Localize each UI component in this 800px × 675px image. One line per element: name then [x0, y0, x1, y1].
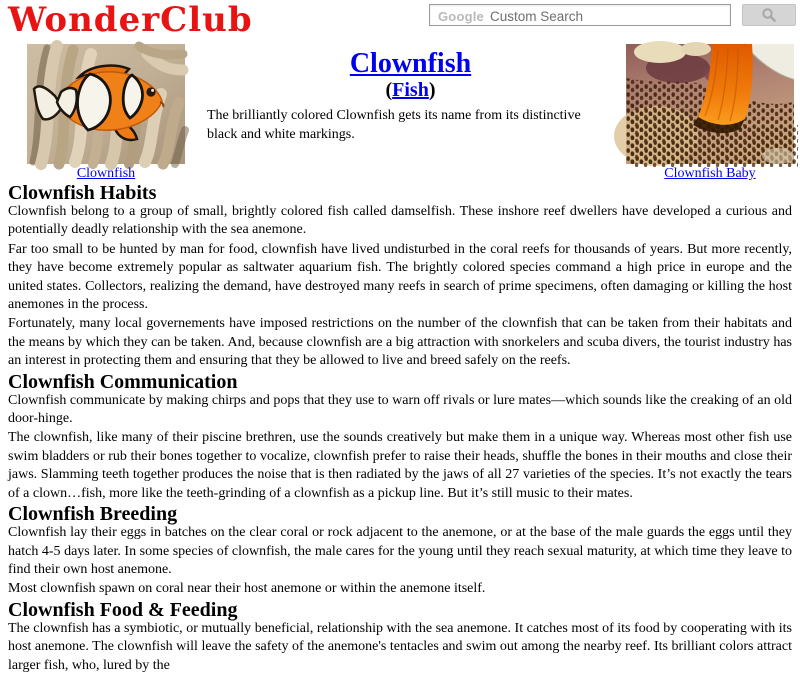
google-brand-text: Google — [438, 9, 484, 24]
custom-search-area — [429, 4, 796, 26]
clownfish-baby-figure — [626, 44, 794, 182]
search-button[interactable] — [742, 4, 796, 26]
section-heading: Clownfish Communication — [8, 370, 238, 393]
paragraph: Most clownfish spawn on coral near their host anemone or within the anemone itself. — [8, 581, 486, 597]
article-body — [0, 183, 800, 675]
intro-text: The brilliantly colored Clownfish gets its name from its distinctive black and white markings. — [207, 108, 581, 142]
paragraph: Clownfish lay their eggs in batches on the clear coral or rock adjacent to the anemone, or at the base of the male guards the eggs until they hatch 4-5 days later. In some species of clownfish, the male cares for the young until they reach sexual maturity, at which time they leave to find their own host anemone. — [8, 525, 792, 577]
search-input-field[interactable] — [430, 5, 730, 25]
section-heading: Clownfish Food & Feeding — [8, 598, 238, 621]
section-food-feeding — [8, 600, 792, 675]
search-icon — [761, 7, 777, 23]
paragraph: Clownfish belong to a group of small, brightly colored fish called damselfish. These inshore reef dwellers have developed a curious and potentially deadly relationship with the sea anemone. — [8, 204, 792, 238]
paragraph: Clownfish communicate by making chirps and pops that they use to warn off rivals or lure mates—which sounds like the creaking of an old door-hinge. — [8, 392, 792, 427]
wonderclub-logo[interactable]: WonderClub — [8, 0, 253, 40]
paragraph: The clownfish has a symbiotic, or mutually beneficial, relationship with the sea anemone. It catches most of its food by cooperating with its host anemone. The clownfish will leave the safety of the anemone's tentacles and swim out among the nearby reef. Its brilliant colors attract larger fish, who, lured by the — [8, 620, 792, 673]
paragraph: The clownfish, like many of their piscine brethren, use the sounds creatively but make them in a unique way. Whereas most other fish use swim bladders or rub their bones together to vocalize, clownfish prefer to raise their heads, shuffle the bones in their mouths and close their jaws. Slamming teeth together produces the noise that is then radiated by the jaws of all 27 varieties of the species. It’s not exactly the tears of a clown…fish, more like the teeth-grinding of a clownfish as a pickup line. But it’s still music to their mates. — [8, 430, 792, 501]
clownfish-photo-art — [27, 44, 185, 164]
page-title — [207, 50, 614, 78]
hero-row — [0, 44, 800, 182]
clownfish-baby-photo[interactable] — [626, 44, 794, 164]
clownfish-photo[interactable] — [27, 44, 185, 164]
fish-category-link[interactable]: Fish — [392, 79, 429, 101]
hero-center — [185, 44, 626, 158]
section-heading: Clownfish Breeding — [8, 503, 178, 526]
site-header — [0, 0, 800, 42]
section-habits — [8, 183, 792, 371]
section-communication — [8, 372, 792, 503]
search-placeholder: Google Custom Search — [438, 9, 584, 24]
clownfish-baby-photo-link[interactable]: Clownfish Baby — [664, 166, 756, 181]
paragraph: Fortunately, many local governements have imposed restrictions on the number of the clownfish that can be taken from their habitats and the means by which they can be taken. And, because clownfish are a big attraction with snorkelers and scuba divers, the tourist industry has an interest in protecting them and ensuring that they be allowed to live and breed safely on the reefs. — [8, 316, 792, 369]
clownfish-baby-photo-art — [626, 44, 794, 164]
clownfish-photo-link[interactable]: Clownfish — [76, 166, 136, 181]
clownfish-title-link[interactable]: Clownfish — [349, 48, 472, 79]
section-heading: Clownfish Habits — [8, 182, 157, 204]
category-line: (Fish) — [385, 79, 436, 101]
clownfish-figure — [27, 44, 185, 182]
paragraph: Far too small to be hunted by man for food, clownfish have lived undisturbed in the coral reefs for thousands of years. But more recently, they have become extremely popular as saltwater aquarium fish. The brightly colored species command a high price in europe and the united states. Collectors, realizing the demand, have destroyed many reefs in search of prime specimens, often damaging or killing the host anemones in the process. — [8, 241, 792, 313]
section-breeding — [8, 504, 792, 599]
search-input[interactable] — [429, 4, 731, 26]
